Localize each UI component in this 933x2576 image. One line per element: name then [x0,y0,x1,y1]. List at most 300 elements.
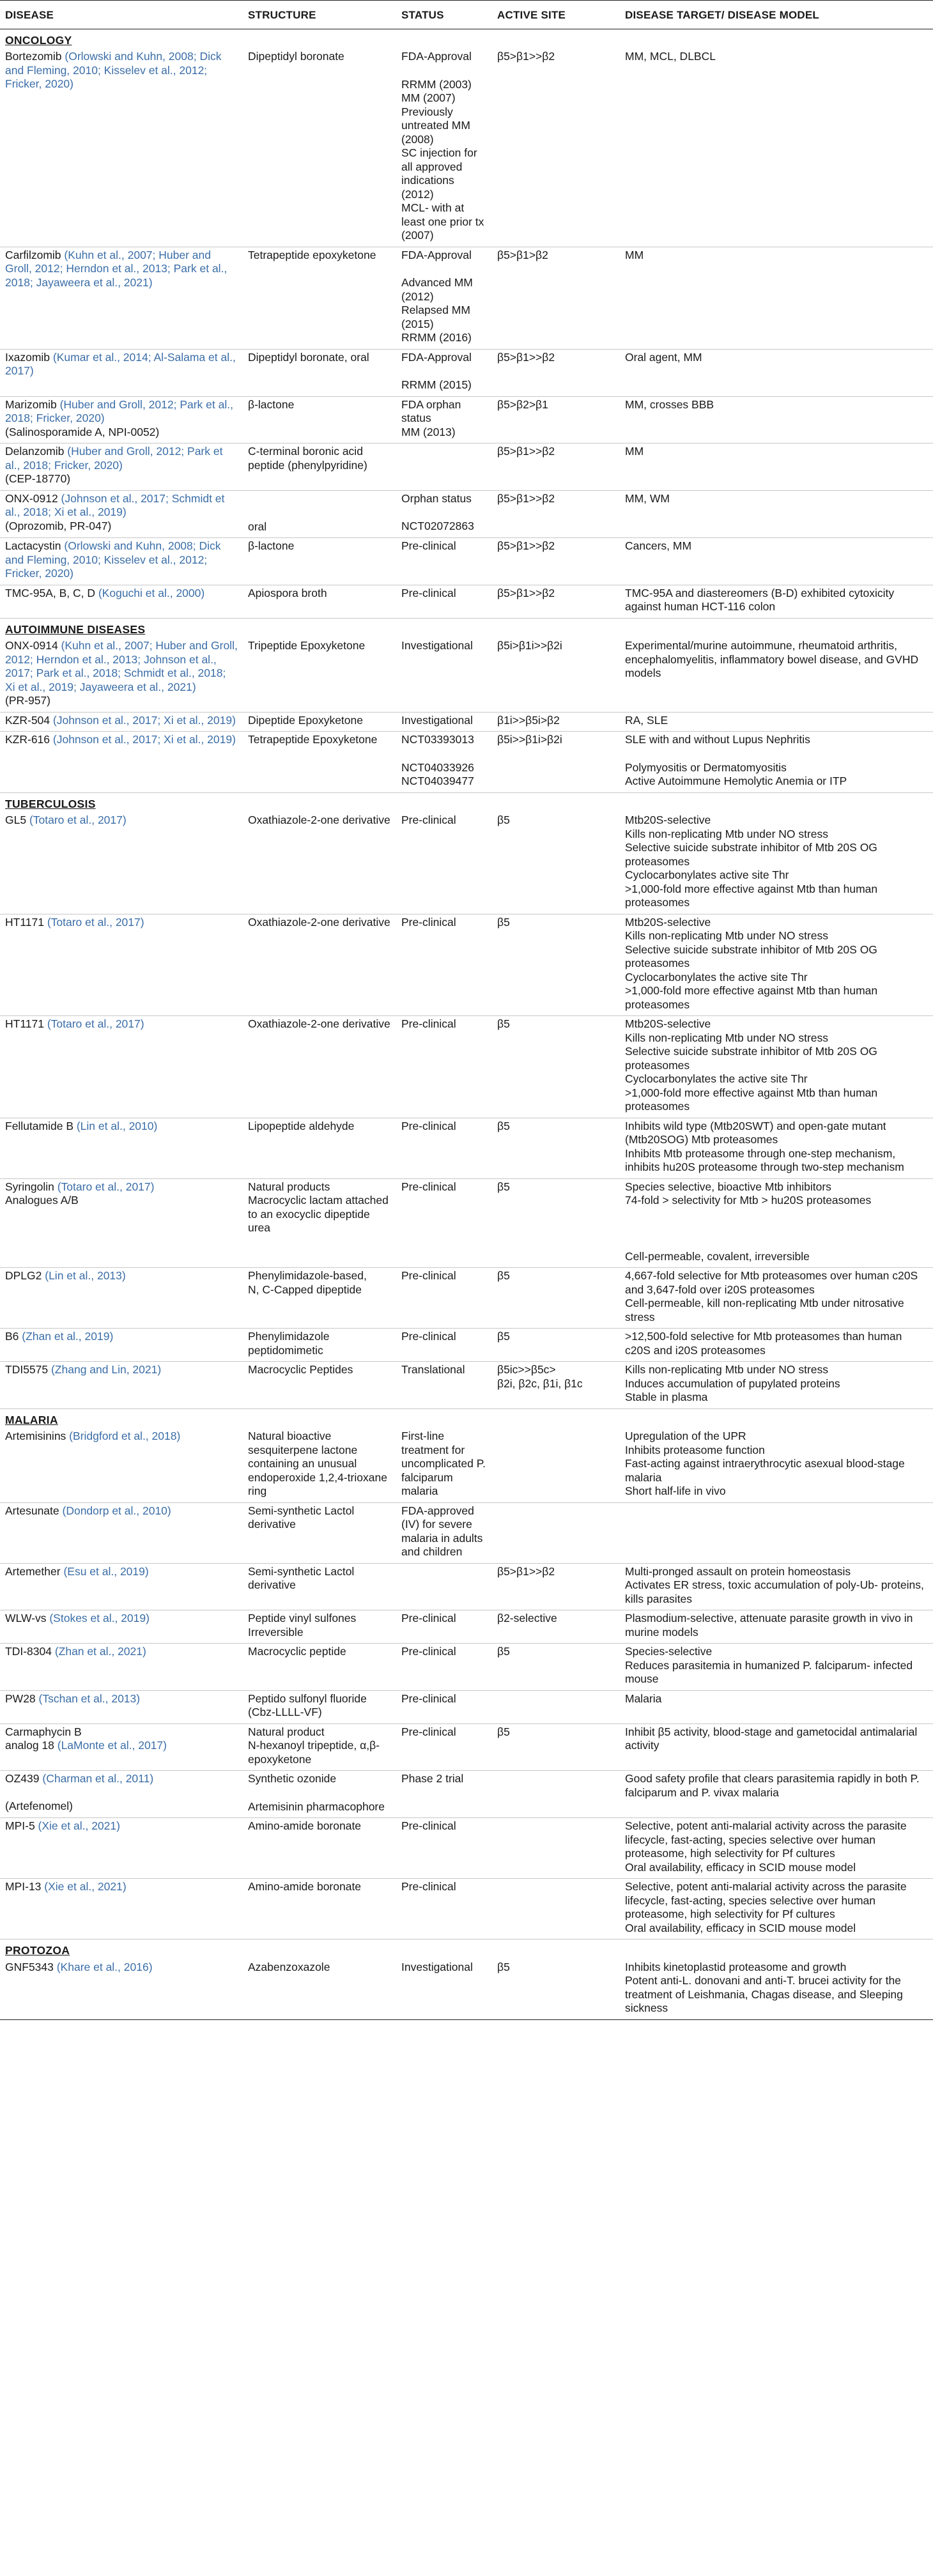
citation-link[interactable]: (Totaro et al., 2017) [57,1180,155,1193]
disease-cell [0,914,243,1016]
structure-cell [243,1329,396,1362]
target-cell [620,1268,933,1329]
compound-name: Bortezomib [5,50,65,63]
citation-link[interactable]: (Huber and Groll, 2012; Park et al., 2018; Fricker, 2020) [5,445,223,472]
header-disease-target: DISEASE TARGET/ DISEASE MODEL [620,1,933,29]
table-row [0,538,933,585]
citation-link[interactable]: (LaMonte et al., 2017) [57,1739,167,1752]
compound-name: KZR-504 [5,713,53,727]
status-line [401,262,487,276]
compound-name: HT1171 [5,1017,47,1030]
structure-cell [243,1118,396,1178]
structure-line: Semi-synthetic Lactol derivative [248,1564,355,1591]
status-line [401,505,487,520]
active-site-cell [492,1016,620,1118]
target-line: >12,500-fold selective for Mtb proteasomes than human c20S and i20S proteasomes [625,1330,902,1357]
target-line: Mtb20S-selective [625,915,711,929]
disease-cell [0,349,243,396]
table-row [0,1644,933,1691]
status-line: FDA-Approval [401,350,472,364]
status-line: FDA-approved (IV) for severe malaria in adults and children [401,1504,483,1558]
status-line: Investigational [401,639,473,652]
target-line: Experimental/murine autoimmune, rheumatoid arthritis, encephalomyelitis, inflammatory bowel disease, and GVHD models [625,639,919,679]
table-row [0,1610,933,1644]
disease-cell [0,396,243,443]
table-row [0,1818,933,1879]
structure-line: Amino-amide boronate [248,1819,362,1832]
structure-line: Natural products [248,1180,330,1193]
table-row [0,1502,933,1563]
compound-name: analog 18 [5,1739,58,1752]
target-cell [620,1724,933,1771]
status-cell [396,812,492,914]
target-line: Oral availability, efficacy in SCID mouse model [625,1860,856,1874]
structure-cell [243,1644,396,1691]
target-line: Inhibit β5 activity, blood-stage and gametocidal antimalarial activity [625,1725,918,1752]
status-cell [396,490,492,538]
status-line: First-line treatment for uncomplicated P. falciparum malaria [401,1430,486,1497]
target-line: >1,000-fold more effective against Mtb than human proteasomes [625,984,878,1011]
table-row [0,1268,933,1329]
disease-cell [0,1818,243,1879]
active-site-line: β5 [497,1119,510,1132]
citation-link[interactable]: (Zhan et al., 2021) [54,1645,146,1658]
status-line: Pre-clinical [401,1725,456,1738]
target-line: Selective suicide substrate inhibitor of Mtb 20S OG proteasomes [625,1045,877,1072]
structure-cell [243,1879,396,1940]
target-cell [620,1178,933,1268]
status-line: MM (2013) [401,425,456,438]
active-site-cell [492,396,620,443]
status-line: Pre-clinical [401,1017,456,1030]
status-line: Investigational [401,1960,473,1973]
target-cell [620,1644,933,1691]
compound-name: Syringolin [5,1180,58,1193]
table-row [0,914,933,1016]
active-site-cell [492,1502,620,1563]
structure-line: β-lactone [248,539,295,552]
structure-cell [243,490,396,538]
active-site-cell [492,712,620,732]
compound-name: TDI5575 [5,1363,51,1376]
compound-name: Lactacystin [5,539,65,552]
structure-line [248,1786,391,1800]
active-site-line: β5>β1>>β2 [497,50,555,63]
target-cell [620,812,933,914]
compound-name: ONX-0912 [5,491,61,505]
header-status: STATUS [396,1,492,29]
citation-link[interactable]: (Zhan et al., 2019) [22,1330,114,1343]
target-cell [620,1690,933,1724]
compound-name: Artemether [5,1564,64,1578]
disease-cell [0,1690,243,1724]
compound-name: KZR-616 [5,733,53,746]
target-line: Oral availability, efficacy in SCID mouse model [625,1921,856,1934]
target-cell [620,490,933,538]
status-cell [396,49,492,247]
status-cell [396,1879,492,1940]
citation-link[interactable]: (Khare et al., 2016) [56,1960,153,1973]
status-line [401,64,487,78]
section-title: MALARIA [5,1413,58,1426]
structure-cell [243,712,396,732]
status-line: FDA-Approval [401,248,472,261]
active-site-line: β5>β1>>β2 [497,445,555,458]
target-line: Multi-pronged assault on protein homeostasis [625,1564,851,1578]
status-cell [396,1118,492,1178]
table-row [0,712,933,732]
active-site-line: β5>β2>β1 [497,397,548,411]
citation-link[interactable]: (Johnson et al., 2017; Schmidt et al., 2018; Xi et al., 2019) [5,491,225,518]
target-line: Good safety profile that clears parasitemia rapidly in both P. falciparum and P. vivax malaria [625,1772,920,1799]
citation-link[interactable]: (Bridgford et al., 2018) [69,1430,181,1442]
structure-line: Oxathiazole-2-one derivative [248,915,390,929]
compound-name: MPI-5 [5,1819,38,1832]
status-line [401,747,487,761]
active-site-line: β5i>>β1i>β2i [497,733,562,746]
citation-link[interactable]: (Zhang and Lin, 2021) [50,1363,162,1376]
status-line: Orphan status [401,491,472,505]
structure-line: Semi-synthetic Lactol derivative [248,1504,355,1531]
target-line: Kills non-replicating Mtb under NO stress [625,1363,829,1376]
target-line: Reduces parasitemia in humanized P. falciparum- infected mouse [625,1658,913,1685]
structure-cell [243,1724,396,1771]
target-line: Oral agent, MM [625,350,702,364]
target-cell [620,1771,933,1818]
active-site-line: β5>β1>>β2 [497,350,555,364]
structure-line: oral [248,520,267,533]
active-site-line: β5 [497,1960,510,1973]
target-line: Kills non-replicating Mtb under NO stress [625,929,829,942]
target-line: Cyclocarbonylates the active site Thr [625,970,808,983]
active-site-cell [492,1362,620,1409]
active-site-cell [492,349,620,396]
compound-name: ONX-0914 [5,639,61,652]
target-line: Cyclocarbonylates the active site Thr [625,1072,808,1085]
target-cell [620,1329,933,1362]
active-site-cell [492,1959,620,2020]
table-row [0,1724,933,1771]
target-line: Kills non-replicating Mtb under NO stress [625,827,829,840]
active-site-line: β5ic>>β5c> [497,1363,556,1376]
target-line: >1,000-fold more effective against Mtb than human proteasomes [625,1086,878,1113]
status-line: Pre-clinical [401,539,456,552]
active-site-cell [492,538,620,585]
target-line: MM, WM [625,491,670,505]
status-line: MCL- with at least one prior tx (2007) [401,201,484,242]
status-cell [396,1771,492,1818]
compound-name: Fellutamide B [5,1119,77,1132]
structure-cell [243,812,396,914]
active-site-cell [492,247,620,349]
active-site-line: β5>β1>>β2 [497,539,555,552]
structure-line: Peptide vinyl sulfones [248,1612,357,1624]
citation-link[interactable]: (Esu et al., 2019) [63,1564,149,1578]
compound-name: Marizomib [5,397,60,411]
target-cell [620,1502,933,1563]
active-site-line: β2-selective [497,1612,557,1624]
status-line: Pre-clinical [401,1692,456,1705]
structure-line: Tripeptide Epoxyketone [248,639,366,652]
disease-cell [0,1268,243,1329]
citation-link[interactable]: (Johnson et al., 2017; Xi et al., 2019) [52,713,236,727]
table-row [0,1690,933,1724]
status-cell [396,349,492,396]
disease-cell [0,1362,243,1409]
compound-name: Carfilzomib [5,248,65,261]
status-cell [396,443,492,491]
table-row [0,1771,933,1818]
disease-cell [0,490,243,538]
active-site-cell [492,914,620,1016]
citation-link[interactable]: (Lin et al., 2013) [45,1269,126,1282]
citation-link[interactable]: (Totaro et al., 2017) [47,1017,144,1030]
target-cell [620,1118,933,1178]
structure-cell [243,914,396,1016]
table-row [0,812,933,914]
disease-cell [0,1502,243,1563]
disease-cell [0,443,243,491]
citation-link[interactable]: (Xie et al., 2021) [38,1819,120,1832]
section-header-row [0,1940,933,1959]
target-line: >1,000-fold more effective against Mtb than human proteasomes [625,882,878,909]
citation-link[interactable]: (Xie et al., 2021) [44,1880,127,1893]
citation-link[interactable]: (Totaro et al., 2017) [47,915,144,929]
active-site-line: β5 [497,1180,510,1193]
status-line: Pre-clinical [401,1645,456,1658]
section-header-row [0,1408,933,1428]
table-row [0,638,933,712]
citation-link[interactable]: (Kuhn et al., 2007; Huber and Groll, 2012; Herndon et al., 2013; Park et al., 2018; Jayaweera et al., 2021) [5,248,227,289]
status-line: NCT04039477 [401,775,474,787]
status-line: Pre-clinical [401,814,456,826]
citation-link[interactable]: (Huber and Groll, 2012; Park et al., 2018; Fricker, 2020) [5,397,233,424]
citation-link[interactable]: (Koguchi et al., 2000) [98,586,205,599]
disease-cell [0,247,243,349]
structure-cell [243,49,396,247]
structure-line [248,506,391,520]
status-line: Pre-clinical [401,1180,456,1193]
target-line: Cyclocarbonylates active site Thr [625,868,789,881]
structure-line: Artemisinin pharmacophore [248,1800,385,1813]
citation-link[interactable]: (Lin et al., 2010) [76,1119,158,1132]
target-line: Polymyositis or Dermatomyositis [625,760,787,774]
status-line: Pre-clinical [401,1880,456,1893]
citation-link[interactable]: (Kumar et al., 2014; Al-Salama et al., 2017) [5,350,236,377]
citation-link[interactable]: (Stokes et al., 2019) [49,1612,150,1624]
active-site-cell [492,1771,620,1818]
target-cell [620,247,933,349]
status-line: MM (2007) [401,91,456,104]
structure-cell [243,1362,396,1409]
header-structure: STRUCTURE [243,1,396,29]
status-line [401,364,487,378]
structure-cell [243,585,396,618]
target-line: Induces accumulation of pupylated proteins [625,1377,840,1390]
structure-cell [243,1502,396,1563]
structure-cell [243,349,396,396]
status-line: Pre-clinical [401,1819,456,1832]
structure-cell [243,1428,396,1502]
table-row [0,490,933,538]
structure-line: Dipeptide Epoxyketone [248,713,363,727]
status-cell [396,914,492,1016]
structure-line: β-lactone [248,397,295,411]
structure-line: Lipopeptide aldehyde [248,1119,355,1132]
target-line: Mtb20S-selective [625,1017,711,1030]
compound-name: WLW-vs [5,1612,50,1624]
compound-name: (Artefenomel) [5,1800,73,1812]
header-active-site: ACTIVE SITE [492,1,620,29]
status-line: RRMM (2016) [401,331,472,344]
active-site-line: β5 [497,1269,510,1282]
target-line: Selective suicide substrate inhibitor of Mtb 20S OG proteasomes [625,943,877,969]
disease-cell [0,812,243,914]
compound-name: Carmaphycin B [5,1725,82,1738]
compound-name: HT1171 [5,915,47,929]
status-cell [396,1502,492,1563]
citation-link[interactable]: (Dondorp et al., 2010) [62,1504,171,1517]
target-line: Inhibits Mtb proteasome through one-step mechanism, inhibits hu20S proteasome through two-step mechanism [625,1146,904,1173]
compound-name: GNF5343 [5,1960,57,1973]
disease-cell [0,538,243,585]
structure-line: N-hexanoyl tripeptide, α,β-epoxyketone [248,1739,380,1766]
structure-line: Macrocyclic peptide [248,1645,346,1658]
target-line: Upregulation of the UPR [625,1430,746,1442]
section-title: AUTOIMMUNE DISEASES [5,622,146,636]
compound-name: Ixazomib [5,350,53,364]
table-row [0,1118,933,1178]
active-site-line: β5>β1>>β2 [497,586,555,599]
citation-link[interactable]: (Orlowski and Kuhn, 2008; Dick and Fleming, 2010; Kisselev et al., 2012; Fricker, 2020) [5,50,222,90]
status-line: Translational [401,1363,465,1376]
structure-line: Macrocyclic lactam attached to an exocyclic dipeptide urea [248,1194,389,1234]
status-cell [396,1959,492,2020]
disease-cell [0,1644,243,1691]
status-cell [396,1644,492,1691]
target-cell [620,1016,933,1118]
structure-cell [243,443,396,491]
active-site-cell [492,1329,620,1362]
structure-cell [243,1818,396,1879]
table-row [0,732,933,793]
active-site-line: β2i, β2c, β1i, β1c [497,1377,583,1390]
table-row [0,1959,933,2020]
status-line: RRMM (2015) [401,378,472,391]
table-row [0,247,933,349]
target-cell [620,1610,933,1644]
citation-link[interactable]: (Tschan et al., 2013) [38,1692,141,1705]
disease-cell [0,638,243,712]
disease-cell [0,732,243,793]
target-line: Selective, potent anti-malarial activity across the parasite lifecycle, fast-acting, species selective over human proteasome, high selectivity for Pf cultures [625,1819,907,1860]
target-line: MM, MCL, DLBCL [625,50,716,63]
compound-name: OZ439 [5,1772,43,1785]
active-site-cell [492,490,620,538]
target-cell [620,1428,933,1502]
active-site-cell [492,443,620,491]
table-row [0,1329,933,1362]
structure-line: Tetrapeptide Epoxyketone [248,733,378,746]
active-site-cell [492,1178,620,1268]
structure-line: Amino-amide boronate [248,1880,362,1893]
target-cell [620,914,933,1016]
status-cell [396,1610,492,1644]
status-line: RRMM (2003) [401,77,472,91]
target-line: Species-selective [625,1645,713,1658]
disease-cell [0,1724,243,1771]
target-line: Potent anti-L. donovani and anti-T. brucei activity for the treatment of Leishmania, Chagas disease, and Sleeping sickness [625,1974,903,2014]
target-line: Inhibits proteasome function [625,1443,765,1456]
active-site-cell [492,812,620,914]
citation-link[interactable]: (Johnson et al., 2017; Xi et al., 2019) [52,733,236,746]
target-line: Selective, potent anti-malarial activity across the parasite lifecycle, fast-acting, species selective over human proteasome, high selectivity for Pf cultures [625,1880,907,1920]
compound-name: Analogues A/B [5,1194,79,1207]
structure-cell [243,1610,396,1644]
compound-name: (Salinosporamide A, NPI-0052) [5,425,160,438]
target-line: Short half-life in vivo [625,1485,726,1497]
target-line: MM [625,445,644,458]
active-site-cell [492,1644,620,1691]
table-row [0,349,933,396]
citation-link[interactable]: (Charman et al., 2011) [42,1772,154,1785]
compound-name: DPLG2 [5,1269,45,1282]
active-site-line: β5>β1>β2 [497,248,548,261]
structure-line: Dipeptidyl boronate [248,50,344,63]
structure-cell [243,1690,396,1724]
disease-cell [0,1016,243,1118]
section-title: ONCOLOGY [5,33,72,47]
target-line: Malaria [625,1692,662,1705]
target-cell [620,443,933,491]
target-line: 4,667-fold selective for Mtb proteasomes over human c20S and 3,647-fold over i20S proteasomes [625,1269,918,1296]
active-site-cell [492,1818,620,1879]
citation-link[interactable]: (Orlowski and Kuhn, 2008; Dick and Fleming, 2010; Kisselev et al., 2012; Fricker, 2020) [5,539,221,580]
compound-name: MPI-13 [5,1880,45,1893]
disease-cell [0,1329,243,1362]
target-line: MM, crosses BBB [625,397,714,411]
target-line: Plasmodium-selective, attenuate parasite growth in vivo in murine models [625,1612,913,1639]
disease-cell [0,1610,243,1644]
active-site-line: β5 [497,1645,510,1658]
disease-cell [0,1771,243,1818]
status-line: SC injection for all approved indications (2012) [401,146,477,201]
structure-line: N, C-Capped dipeptide [248,1283,362,1296]
compound-name: Delanzomib [5,445,68,458]
citation-link[interactable]: (Totaro et al., 2017) [29,814,127,826]
structure-line: Natural bioactive sesquiterpene lactone containing an unusual endoperoxide 1,2,4-trioxane ring [248,1430,387,1497]
compound-name: TMC-95A, B, C, D [5,586,98,599]
target-line [625,747,928,761]
active-site-line: β1i>>β5i>β2 [497,713,560,727]
structure-cell [243,1016,396,1118]
target-line: RA, SLE [625,713,668,727]
status-line: Relapsed MM (2015) [401,304,470,330]
structure-cell [243,732,396,793]
active-site-cell [492,1879,620,1940]
status-cell [396,712,492,732]
target-cell [620,1879,933,1940]
status-cell [396,1329,492,1362]
status-line: FDA orphan status [401,397,461,424]
target-cell [620,1362,933,1409]
status-line: NCT03393013 [401,733,474,746]
target-cell [620,396,933,443]
target-line: Active Autoimmune Hemolytic Anemia or ITP [625,775,847,787]
status-cell [396,247,492,349]
citation-link[interactable]: (Kuhn et al., 2007; Huber and Groll, 2012; Herndon et al., 2013; Johnson et al., 2017; Park et al., 2018; Schmidt et al., 2018; Xi et al., 2019; Jayaweera et al., 2021) [5,639,238,693]
target-line: TMC-95A and diastereomers (B-D) exhibited cytoxicity against human HCT-116 colon [625,586,895,613]
